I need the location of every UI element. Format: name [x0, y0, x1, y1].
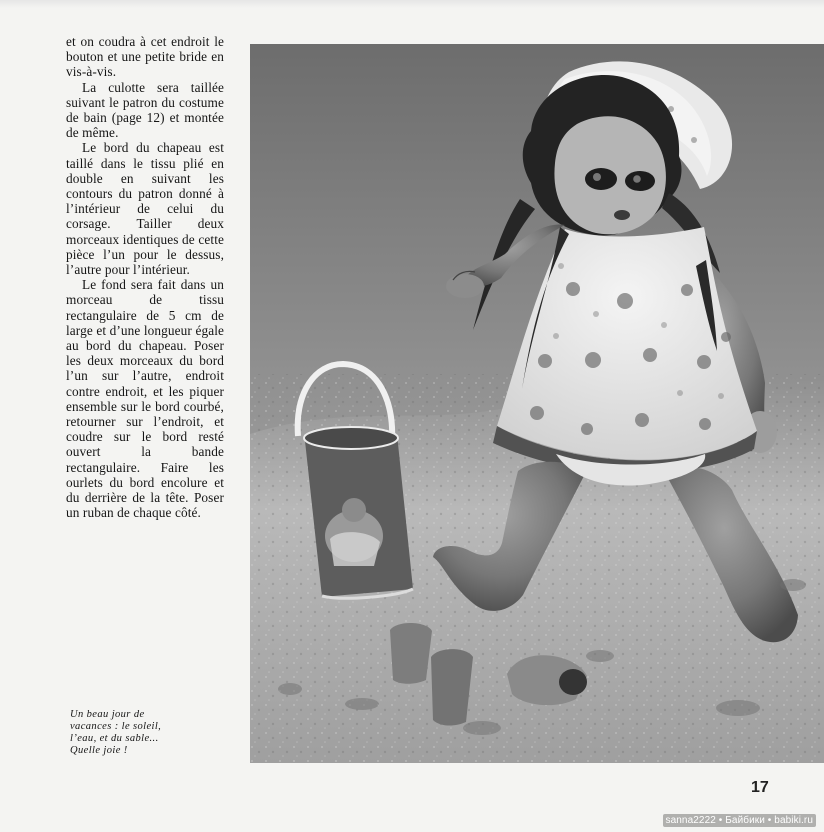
photo-illustration	[250, 44, 824, 763]
body-text-column	[66, 34, 224, 521]
doll-on-beach-photo	[250, 44, 824, 763]
paragraph-3: Le bord du chapeau est taillé dans le tissu plié en double en suivant les contours du patron donné à l’intérieur de celui du corsage. Tailler deux morceaux identiques de cette pièce l’un pour le dessus, l’autre pour l’intérieur.	[66, 140, 224, 278]
page-number: 17	[751, 779, 769, 796]
paragraph-2: La culotte sera taillée suivant le patron du costume de bain (page 12) et montée de même.	[66, 79, 224, 141]
photo-caption: Un beau jour de vacances : le soleil, l’eau, et du sable... Quelle joie !	[70, 709, 162, 756]
watermark: sanna2222 • Байбики • babiki.ru	[663, 814, 817, 827]
page-top-edge	[0, 0, 824, 8]
paragraph-4: Le fond sera fait dans un morceau de tissu rectangulaire de 5 cm de large et d’une longueur égale au bord du chapeau. Poser les deux morceaux du bord l’un sur l’autre, endroit contre endroit, et les piquer ensemble sur le bord courbé, retourner sur l’endroit, et coudre sur le bord resté ouvert la bande rectangulaire. Faire les ourlets du bord encolure et du derrière de la tête. Poser un ruban de chaque côté.	[66, 277, 224, 521]
paragraph-1: et on coudra à cet endroit le bouton et une petite bride en vis-à-vis.	[66, 34, 224, 80]
